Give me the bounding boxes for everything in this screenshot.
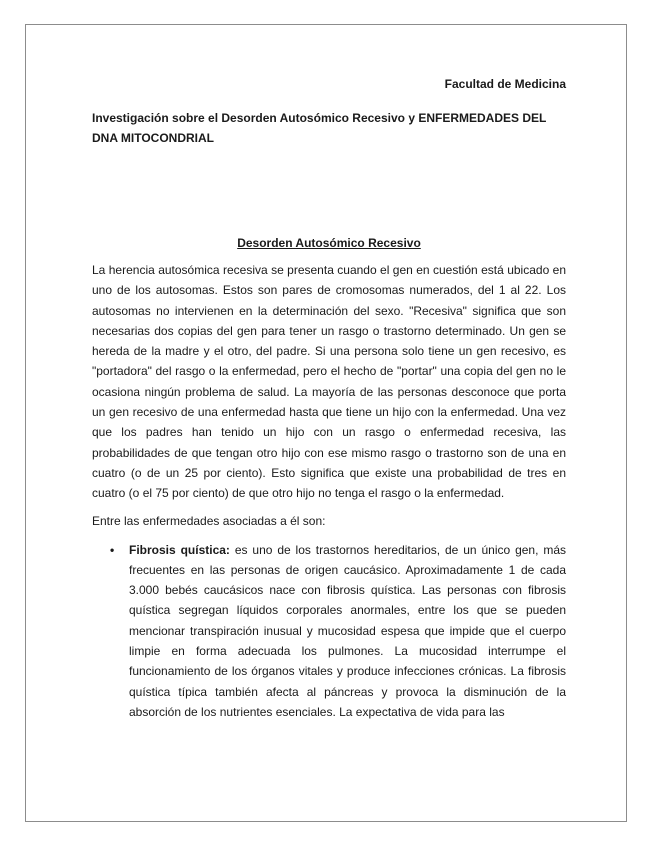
page-content xyxy=(92,75,566,722)
document-title: Investigación sobre el Desorden Autosómico Recesivo y ENFERMEDADES DEL DNA MITOCONDRIAL xyxy=(92,111,547,145)
list-item xyxy=(110,540,566,723)
faculty-name: Facultad de Medicina xyxy=(444,77,566,91)
section-heading: Desorden Autosómico Recesivo xyxy=(237,236,421,250)
list-item-term: Fibrosis quística: xyxy=(129,542,230,557)
document-page xyxy=(25,24,627,822)
bullet-icon: • xyxy=(110,542,115,557)
body-paragraph: La herencia autosómica recesiva se presenta cuando el gen en cuestión está ubicado en uno de los autosomas. Estos son pares de cromosomas numerados, del 1 al 22. Los autosomas no intervienen en la determinación del sexo. "Recesiva" significa que son necesarias dos copias del gen para tener un rasgo o trastorno determinado. Un gen se hereda de la madre y el otro, del padre. Si una persona solo tiene un gen recesivo, es "portadora" del rasgo o la enfermedad, pero el hecho de "portar" una copia del gen no le ocasiona ningún problema de salud. La mayoría de las personas desconoce que porta un gen recesivo de una enfermedad hasta que tiene un hijo con la enfermedad. Una vez que los padres han tenido un hijo con un rasgo o enfermedad recesiva, las probabilidades de que tengan otro hijo con ese mismo rasgo o trastorno son de una en cuatro (o de un 25 por ciento). Esto significa que existe una probabilidad de tres en cuatro (o el 75 por ciento) de que otro hijo no tenga el rasgo o la enfermedad. xyxy=(92,263,566,501)
disease-list xyxy=(92,540,566,723)
list-item-text: es uno de los trastornos hereditarios, de un único gen, más frecuentes en las personas de origen caucásico. Aproximadamente 1 de cada 3.000 bebés caucásicos nace con fibrosis quística. Las personas con fibrosis quística segregan líquidos corporales anormales, entre los que se pueden mencionar transpiración inusual y mucosidad espesa que impide que el cuerpo limpie en forma adecuada los pulmones. La mucosidad interrumpe el funcionamiento de los órganos vitales y produce infecciones crónicas. La fibrosis quística típica también afecta al páncreas y provoca la disminución de la absorción de los nutrientes esenciales. La expectativa de vida para las xyxy=(129,542,566,719)
list-intro: Entre las enfermedades asociadas a él son: xyxy=(92,513,326,528)
